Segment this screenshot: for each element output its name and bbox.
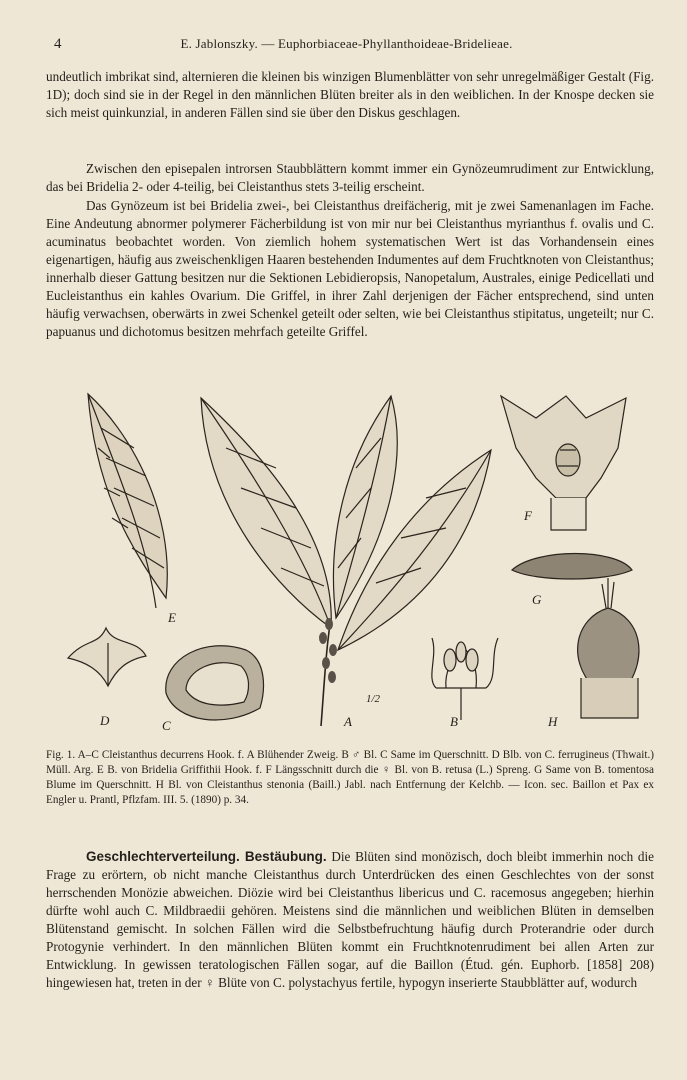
figure-label-d: D [100,713,110,728]
running-title: E. Jablonszky. — Euphorbiaceae-Phyllanthoideae-Bridelieae. [180,36,513,51]
section-heading: Geschlechterverteilung. Bestäubung. [86,849,327,864]
leaf-e-drawing [88,394,167,608]
paragraph-text: Zwischen den episepalen introrsen Staubblättern kommt immer ein Gynözeumrudiment zur Entwicklung, das bei Bridelia 2- oder 4-teilig, bei Cleistanthus stets 3-teilig erscheint. [46,161,654,194]
figure-label-c: C [162,718,171,733]
figure-illustration [46,388,654,740]
paragraph-text: Das Gynözeum ist bei Bridelia zwei-, bei Cleistanthus dreifächerig, mit je zwei Samenanlagen im Fache. Eine Andeutung abnormer polymerer Fächerbildung ist von mir nur bei Cleistanthus myrianthus f. ovalis und C. acuminatus beobachtet worden. Von ziemlich hohem systematischen Wert ist das Vorhandensein eines eigenartigen, häufig aus zweischenkligen Haaren bestehenden Indumentes auf dem Fruchtknoten von Cleistanthus; innerhalb dieser Gattung besitzen nur die Sektionen Lebidieropsis, Nanopetalum, Australes, einige Pedicellati und Eucleistanthus ein kahles Ovarium. Die Griffel, in ihrer Zahl derjenigen der Fächer entsprechend, sind unten häufig verwachsen, oberwärts in zwei Schenkel geteilt oder selten, wie bei Cleistanthus stipitatus, ungeteilt; nur C. papuanus und dichotomus besitzen mehrfach geteilte Griffel. [46,198,654,339]
paragraph-text: undeutlich imbrikat sind, alternieren die kleinen bis winzigen Blumenblätter von sehr unregelmäßiger Gestalt (Fig. 1D); doch sind sie in der Regel in den männlichen Blüten breiter als in den weiblichen. In der Knospe decken sie sich meist quinkunzial, in anderen Fällen sind sie über den Diskus geschlagen. [46,69,654,120]
figure-label-f: F [524,508,532,523]
paragraph-petals [46,68,654,122]
flower-h-drawing [578,578,639,718]
section-text: Die Blüten sind monözisch, doch bleibt immerhin noch die Frage zu erörtern, ob nicht manche Cleistanthus durch Unterdrücken des einen Geschlechtes von der sonst herrschenden Monözie abweichen. Diözie wird bei Cleistanthus libericus und C. racemosus angegeben; hierhin dürfte wohl auch C. Mildbraedii gehören. Meistens sind die männlichen und weiblichen Blüten in demselben Blütenstand gemischt. In solchen Fällen wird die Selbstbefruchtung häufig durch Proterandrie oder durch Protogynie verhindert. In den männlichen Blüten kommt ein Fruchtknotenrudiment bei allen Arten zur Entwicklung. In gewissen teratologischen Fällen sogar, auf die Baillon (Étud. gén. Euphorb. [1858] 208) hingewiesen hat, treten in der ♀ Blüte von C. polystachyus fertile, hypogyn inserierte Staubblätter auf, wodurch [46,849,655,990]
petal-d-drawing [68,628,146,686]
seed-c-drawing [166,646,264,720]
flower-b-drawing [432,638,498,720]
paragraph-gynoeceum [46,197,654,341]
figure-label-e: E [168,610,176,625]
figure-label-a: A [344,714,352,729]
figure-label-g: G [532,592,542,607]
figure-label-scale: 1/2 [366,693,381,705]
page-number: 4 [54,36,62,52]
botanical-figure [46,388,654,740]
page-header [46,36,647,56]
figure-label-h: H [548,714,558,729]
flower-section-f-drawing [501,396,626,530]
figure-caption: Fig. 1. A–C Cleistanthus decurrens Hook. f. A Blühender Zweig. B ♂ Bl. C Same im Querschnitt. D Blb. von C. ferrugineus (Thwait.) Müll. Arg. E B. von Bridelia Griffithii Hook. f. F Längsschnitt durch die ♀ Bl. von B. retusa (L.) Spreng. G Same von B. tomentosa Blume im Querschnitt. H Bl. von Cleistanthus stenonia (Baill.) Jabl. nach Entfernung der Kelchb. — Icon. sec. Baillon et Pax ex Engler u. Prantl, Pflzfam. III. 5. (1890) p. 34. [46,749,654,806]
seed-g-drawing [512,554,632,580]
paragraph-gynoeceum-rudiment [46,160,654,196]
section-sex-distribution [46,848,654,992]
figure-label-b: B [450,714,458,729]
